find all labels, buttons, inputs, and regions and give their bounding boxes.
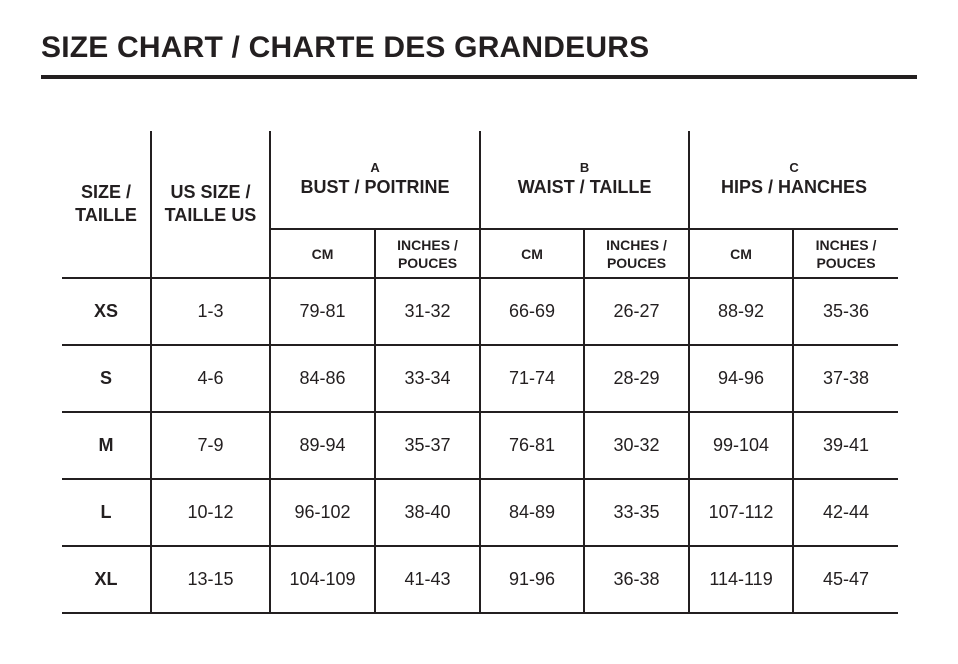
waist-cm-cell: 66-69 <box>480 278 584 345</box>
hips-inches-cell: 42-44 <box>793 479 898 546</box>
us-size-cell: 10-12 <box>151 479 270 546</box>
hips-cm-cell: 99-104 <box>689 412 793 479</box>
subheader-waist-cm: CM <box>480 229 584 278</box>
size-cell: XL <box>62 546 151 613</box>
table-row <box>62 278 898 345</box>
hips-cm-cell: 94-96 <box>689 345 793 412</box>
subheader-bust-inches: INCHES / POUCES <box>375 229 480 278</box>
waist-inches-cell: 33-35 <box>584 479 689 546</box>
waist-cm-cell: 84-89 <box>480 479 584 546</box>
us-size-cell: 1-3 <box>151 278 270 345</box>
bust-inches-cell: 33-34 <box>375 345 480 412</box>
hips-cm-cell: 114-119 <box>689 546 793 613</box>
size-cell: S <box>62 345 151 412</box>
waist-inches-cell: 30-32 <box>584 412 689 479</box>
us-size-cell: 7-9 <box>151 412 270 479</box>
bust-inches-cell: 31-32 <box>375 278 480 345</box>
title-divider <box>41 75 917 79</box>
bust-cm-cell: 89-94 <box>270 412 375 479</box>
table-row <box>62 546 898 613</box>
hips-inches-cell: 37-38 <box>793 345 898 412</box>
hips-cm-cell: 107-112 <box>689 479 793 546</box>
waist-inches-cell: 26-27 <box>584 278 689 345</box>
header-waist-letter: B <box>579 160 590 175</box>
table-row <box>62 412 898 479</box>
header-us-size: US SIZE / TAILLE US <box>151 131 270 278</box>
header-bust-letter: A <box>370 160 380 175</box>
hips-inches-cell: 39-41 <box>793 412 898 479</box>
header-size: SIZE / TAILLE <box>62 131 151 278</box>
table-row <box>62 479 898 546</box>
header-hips <box>689 131 898 229</box>
waist-cm-cell: 91-96 <box>480 546 584 613</box>
bust-cm-cell: 84-86 <box>270 345 375 412</box>
hips-inches-cell: 35-36 <box>793 278 898 345</box>
bust-inches-cell: 41-43 <box>375 546 480 613</box>
bust-cm-cell: 96-102 <box>270 479 375 546</box>
waist-cm-cell: 71-74 <box>480 345 584 412</box>
header-bust-label: BUST / POITRINE <box>300 177 450 197</box>
subheader-bust-cm: CM <box>270 229 375 278</box>
page-title: SIZE CHART / CHARTE DES GRANDEURS <box>41 31 650 64</box>
hips-cm-cell: 88-92 <box>689 278 793 345</box>
size-cell: XS <box>62 278 151 345</box>
subheader-hips-inches: INCHES / POUCES <box>793 229 898 278</box>
header-waist-label: WAIST / TAILLE <box>517 177 652 197</box>
waist-cm-cell: 76-81 <box>480 412 584 479</box>
subheader-waist-inches: INCHES / POUCES <box>584 229 689 278</box>
bust-inches-cell: 35-37 <box>375 412 480 479</box>
size-chart-table <box>62 131 898 614</box>
us-size-cell: 4-6 <box>151 345 270 412</box>
size-cell: L <box>62 479 151 546</box>
header-bust <box>270 131 480 229</box>
bust-cm-cell: 104-109 <box>270 546 375 613</box>
header-hips-label: HIPS / HANCHES <box>721 177 868 197</box>
bust-cm-cell: 79-81 <box>270 278 375 345</box>
us-size-cell: 13-15 <box>151 546 270 613</box>
header-hips-letter: C <box>789 160 799 175</box>
header-row <box>62 131 898 229</box>
hips-inches-cell: 45-47 <box>793 546 898 613</box>
subheader-hips-cm: CM <box>689 229 793 278</box>
size-cell: M <box>62 412 151 479</box>
header-waist <box>480 131 689 229</box>
table-row <box>62 345 898 412</box>
waist-inches-cell: 28-29 <box>584 345 689 412</box>
waist-inches-cell: 36-38 <box>584 546 689 613</box>
bust-inches-cell: 38-40 <box>375 479 480 546</box>
